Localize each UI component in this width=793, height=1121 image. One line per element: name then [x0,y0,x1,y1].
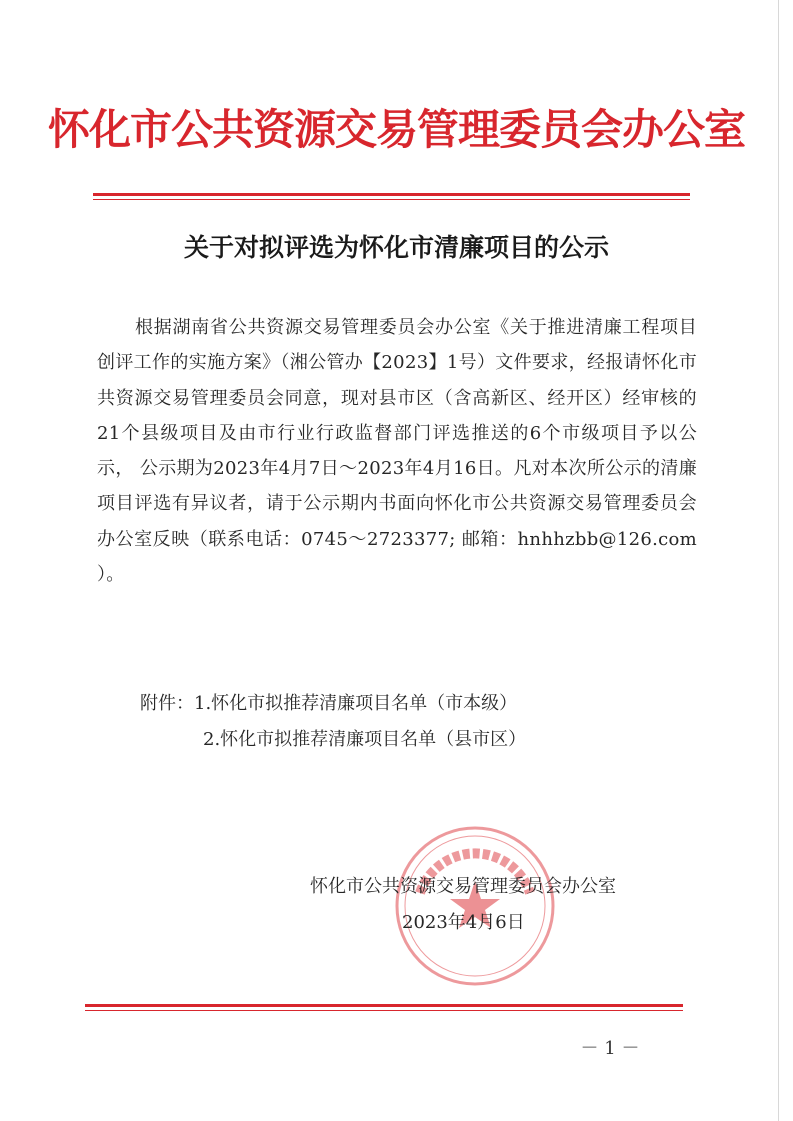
signature-block [310,869,690,941]
attachment-item-1: 1.怀化市拟推荐清廉项目名单（市本级） [194,693,518,714]
attachment-label: 附件： [140,693,194,714]
header-rule-thin [93,199,690,200]
page-number: － 1 － [580,1038,640,1059]
document-title: 关于对拟评选为怀化市清廉项目的公示 [183,233,609,262]
footer-rule-thick [85,1004,683,1007]
signature-issuer: 怀化市公共资源交易管理委员会办公室 [310,876,616,897]
body-paragraph: 根据湖南省公共资源交易管理委员会办公室《关于推进清廉工程项目创评工作的实施方案》（湘公管办【2023】1号）文件要求，经报请怀化市共资源交易管理委员会同意，现对县市区（含高新区、经开区）经审核的21个县级项目及由市行业行政监督部门评选推送的6个市级项目予以公示， 公示期为2023年4月7日～2023年4月16日。凡对本次所公示的清廉项目评选有异议者，请于公示期内书面向怀化市公共资源交易管理委员会办公室反映（联系电话：0745～2723377; 邮箱：hnhhzbb@126.com ）。 [97,317,697,586]
scan-edge-line [778,0,779,1121]
organization-header: 怀化市公共资源交易管理委员会办公室 [47,105,745,154]
attachment-line-1 [140,686,700,722]
attachments-block [140,686,700,758]
attachment-item-2: 2.怀化市拟推荐清廉项目名单（县市区） [203,729,527,750]
header-rule-thick [93,193,690,196]
signature-date: 2023年4月6日 [402,912,525,933]
footer-rule-thin [85,1010,683,1011]
